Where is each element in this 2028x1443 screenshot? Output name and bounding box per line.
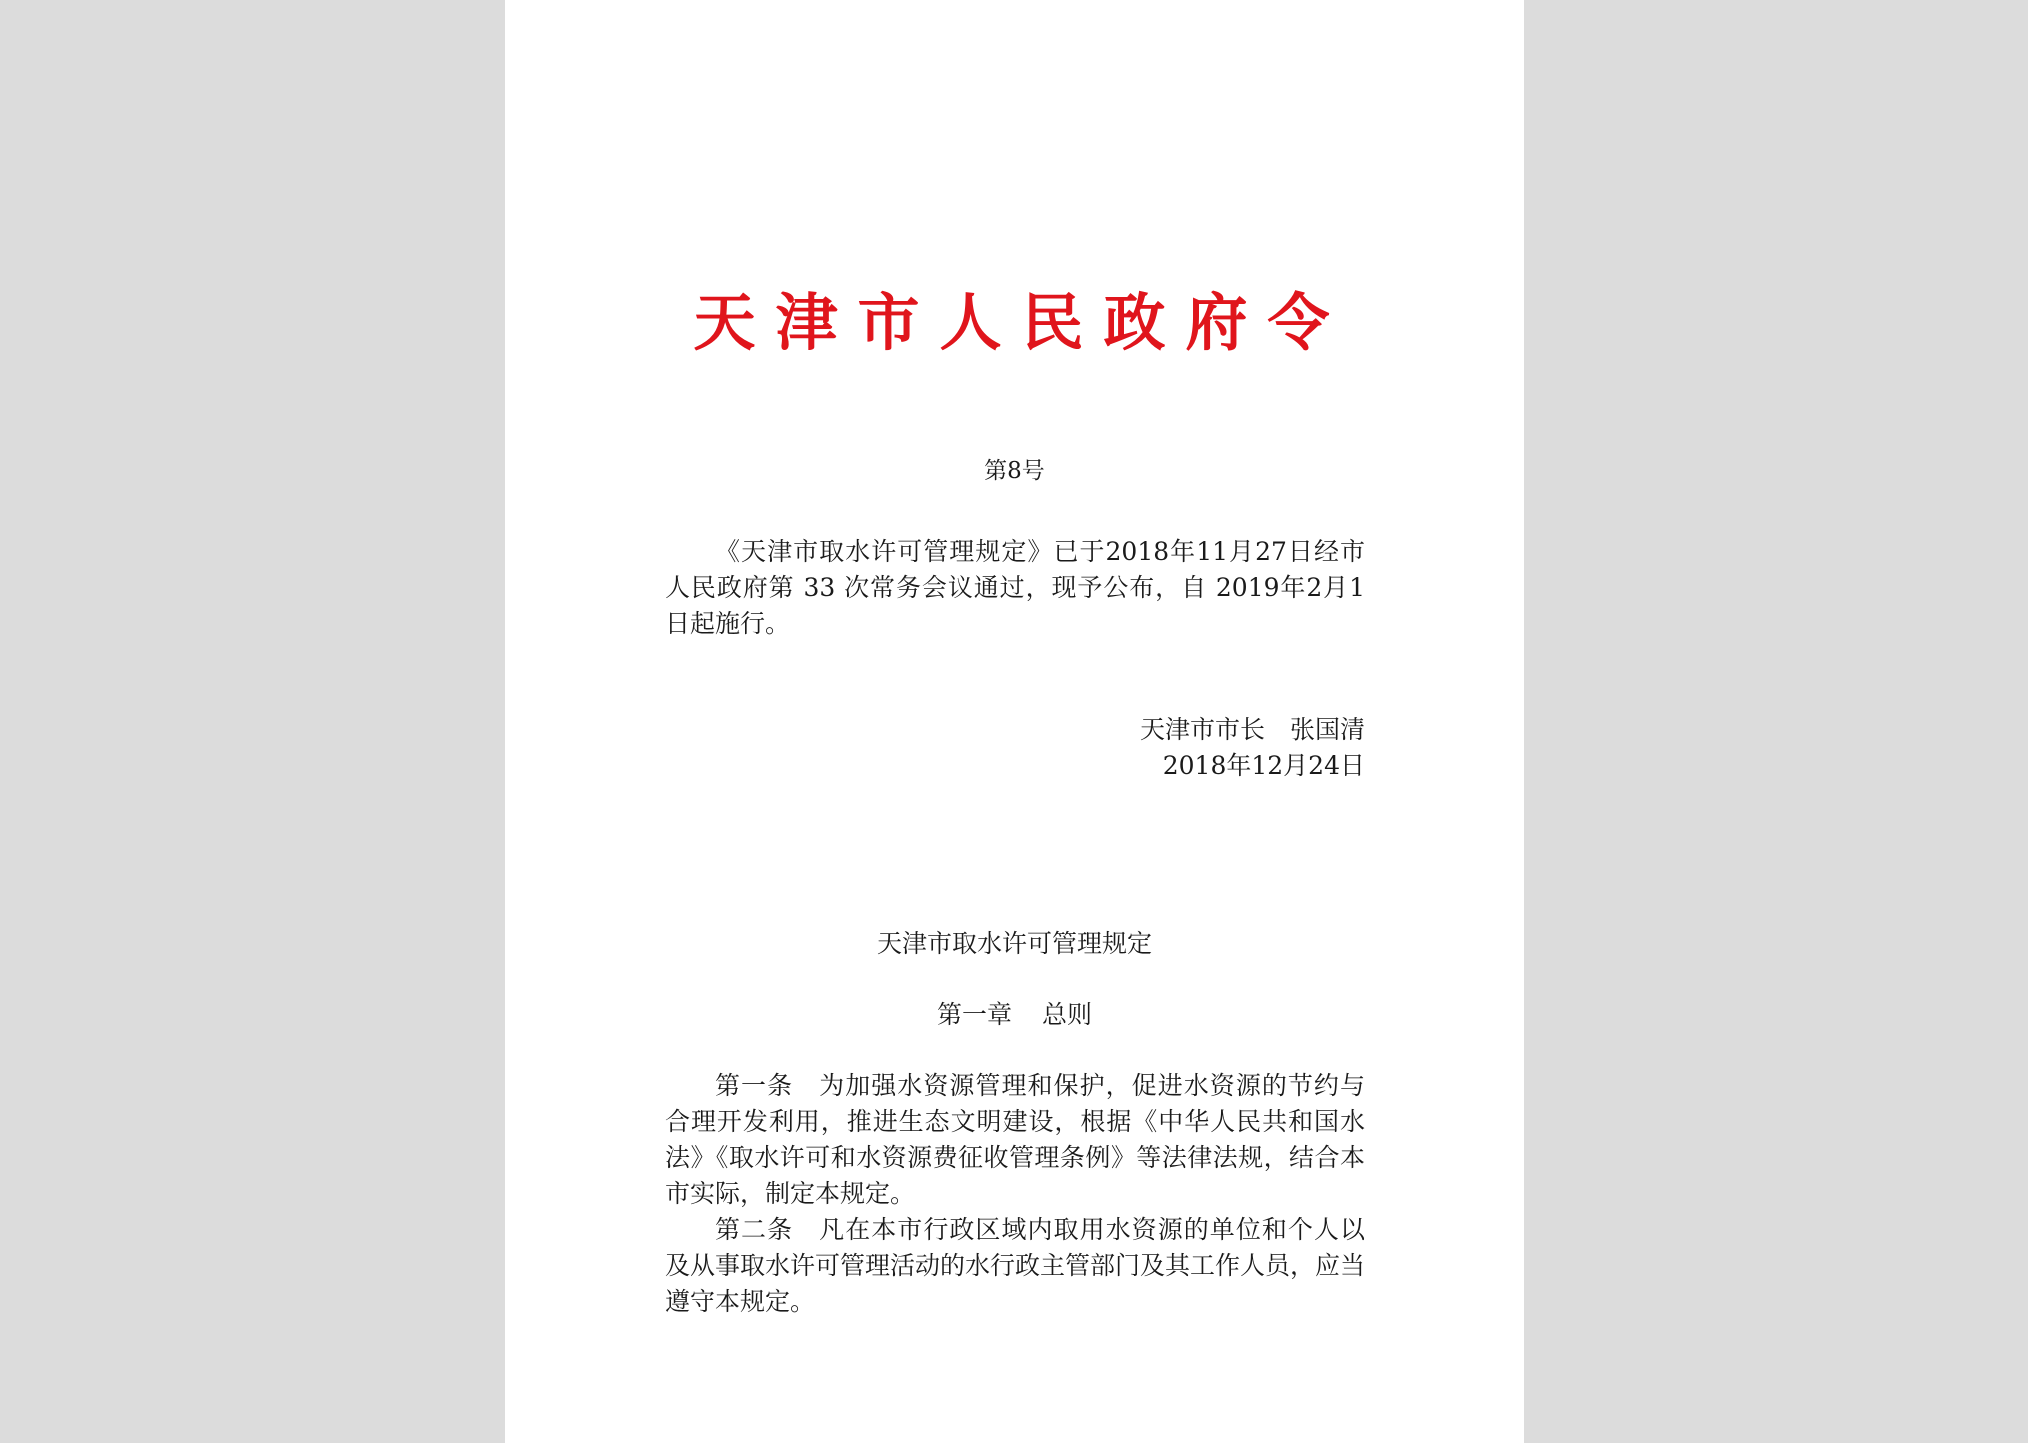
article-paragraph [665,1212,1365,1320]
regulation-title: 天津市取水许可管理规定 [876,929,1152,958]
order-number: 第8号 [984,458,1045,484]
signatory-title-name: 天津市市长 张国清 [1139,715,1365,744]
signature-date: 2018年12月24日 [1162,751,1365,780]
document-page [505,0,1524,1443]
article-label: 第二条 [715,1215,794,1244]
article-text: 为加强水资源管理和保护，促进水资源的节约与合理开发利用，推进生态文明建设，根据《中华人民共和国水法》《取水许可和水资源费征收管理条例》等法律法规，结合本市实际，制定本规定。 [665,1071,1365,1208]
article-label: 第一条 [715,1071,794,1100]
article-paragraph [665,1068,1365,1212]
chapter-name: 总则 [1042,1000,1093,1029]
article-text: 凡在本市行政区域内取用水资源的单位和个人以及从事取水许可管理活动的水行政主管部门及其工作人员，应当遵守本规定。 [665,1215,1366,1316]
government-order-masthead: 天津市人民政府令 [693,286,1350,359]
decree-paragraph: 《天津市取水许可管理规定》已于2018年11月27日经市人民政府第 33 次常务会议通过，现予公布，自 2019年2月1日起施行。 [665,537,1365,638]
chapter-number: 第一章 [936,1000,1012,1029]
signature-block [665,712,1365,784]
chapter-heading [505,997,1524,1033]
articles-body [665,1068,1365,1320]
